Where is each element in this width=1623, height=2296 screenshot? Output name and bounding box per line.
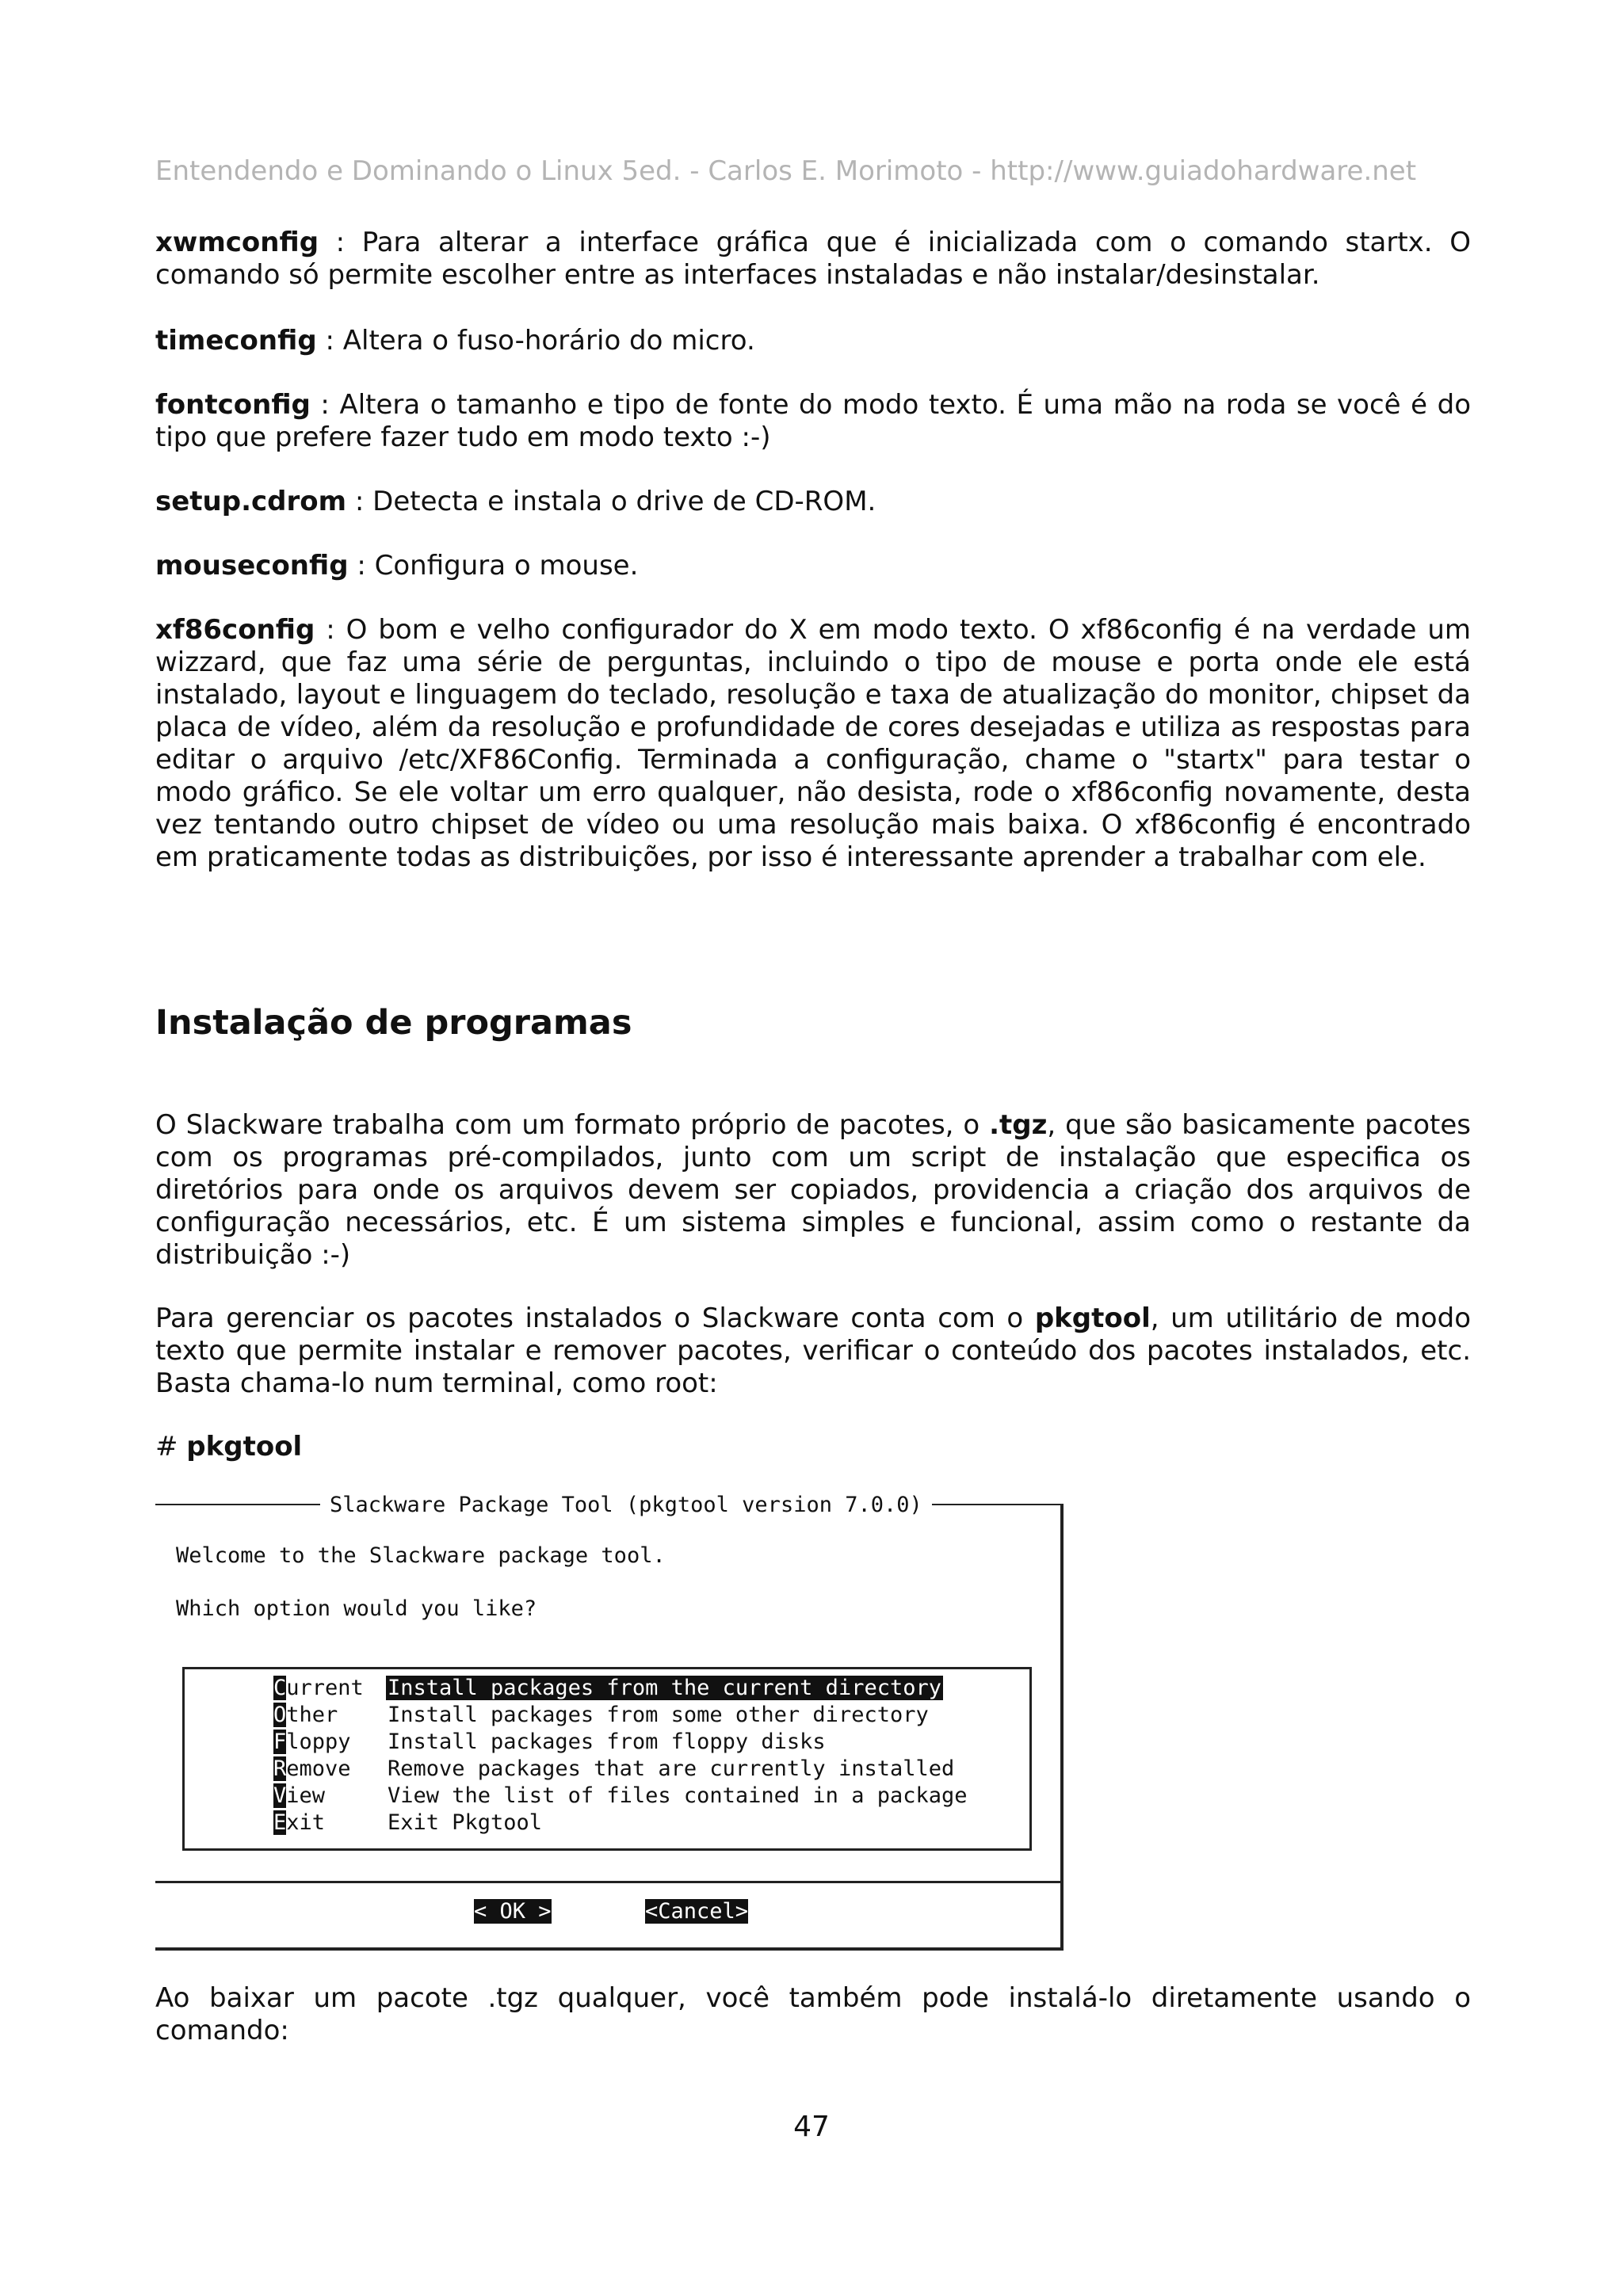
cancel-button[interactable] bbox=[645, 1899, 748, 1924]
menu-item-key bbox=[273, 1810, 325, 1835]
paragraph-tgz bbox=[155, 1109, 1471, 1272]
menu-item-description: View the list of files contained in a package bbox=[388, 1783, 968, 1808]
button-separator bbox=[155, 1881, 1060, 1883]
menu-item-key bbox=[273, 1756, 351, 1781]
definition-separator: : bbox=[315, 614, 346, 646]
menu-hotkey: C bbox=[273, 1676, 287, 1700]
definition-text: O bom e velho configurador do X em modo texto. O xf86config é na verdade um wizzard, que faz uma série de perguntas, incluindo o tipo de mouse e porta onde ele está instalado, layout e linguagem do teclado, resolução e taxa de atualização do monitor, chipset da placa de vídeo, além da resolução e profundidade de cores desejadas e utiliza as respostas para editar o arquivo /etc/XF86Config. Terminada a configuração, chame o "startx" para testar o modo gráfico. Se ele voltar um erro qualquer, não desista, rode o xf86config novamente, desta vez tentando outro chipset de vídeo ou uma resolução mais baixa. O xf86config é encontrado em praticamente todas as distribuições, por isso é interessante aprender a trabalhar com ele. bbox=[155, 614, 1471, 873]
definition-text: Altera o fuso-horário do micro. bbox=[342, 325, 755, 357]
paragraph-text: , um utilitário de modo texto que permite instalar e remover pacotes, verificar o conteúdo dos pacotes instalados, etc. Basta chama-lo num terminal, como root: bbox=[155, 1302, 1471, 1399]
definition-separator: : bbox=[319, 227, 362, 258]
definition-xf86config bbox=[155, 614, 1471, 874]
definition-term: xwmconfig bbox=[155, 227, 319, 258]
command-line bbox=[155, 1431, 302, 1463]
definition-timeconfig bbox=[155, 325, 1471, 357]
definition-fontconfig bbox=[155, 389, 1471, 454]
menu-item-description: Remove packages that are currently installed bbox=[388, 1756, 955, 1781]
menu-item-key bbox=[273, 1703, 338, 1727]
menu-item-key bbox=[273, 1783, 325, 1808]
menu-key-rest: iew bbox=[286, 1783, 326, 1808]
definition-term: setup.cdrom bbox=[155, 486, 347, 517]
definition-separator: : bbox=[310, 389, 340, 421]
menu-key-rest: ther bbox=[286, 1703, 338, 1727]
definition-xwmconfig bbox=[155, 227, 1471, 292]
menu-key-rest: loppy bbox=[286, 1730, 351, 1754]
running-header: Entendendo e Dominando o Linux 5ed. - Carlos E. Morimoto - http://www.guiadohardware.net bbox=[155, 155, 1417, 187]
definition-term: xf86config bbox=[155, 614, 315, 646]
definition-text: Para alterar a interface gráfica que é inicializada com o comando startx. O comando só permite escolher entre as interfaces instaladas e não instalar/desinstalar. bbox=[155, 227, 1471, 291]
page-number: 47 bbox=[793, 2111, 830, 2143]
menu-key-rest: xit bbox=[286, 1810, 326, 1835]
paragraph-install-tgz: Ao baixar um pacote .tgz qualquer, você também pode instalá-lo diretamente usando o comando: bbox=[155, 1982, 1471, 2046]
command-prompt: # bbox=[155, 1431, 187, 1463]
paragraph-bold: pkgtool bbox=[1034, 1302, 1151, 1334]
menu-item-key bbox=[273, 1730, 351, 1754]
definition-term: timeconfig bbox=[155, 325, 317, 357]
menu-hotkey: F bbox=[273, 1730, 287, 1754]
definition-separator: : bbox=[316, 325, 343, 357]
definition-text: Altera o tamanho e tipo de fonte do modo texto. É uma mão na roda se você é do tipo que prefere fazer tudo em modo texto :-) bbox=[155, 389, 1471, 453]
definition-mouseconfig bbox=[155, 550, 1471, 582]
menu-list bbox=[182, 1667, 1032, 1851]
welcome-text: Welcome to the Slackware package tool. bbox=[176, 1543, 666, 1568]
paragraph-text: , que são basicamente pacotes com os programas pré-compilados, junto com um script de instalação que especifica os diretórios para onde os arquivos devem ser copiados, providencia a criação dos arquivos de configuração necessários, etc. É um sistema simples e funcional, assim como o restante da distribuição :-) bbox=[155, 1109, 1471, 1271]
definition-separator: : bbox=[346, 486, 373, 517]
definition-term: fontconfig bbox=[155, 389, 311, 421]
paragraph-text: Para gerenciar os pacotes instalados o Slackware conta com o bbox=[155, 1302, 1035, 1334]
paragraph-text: O Slackware trabalha com um formato próprio de pacotes, o bbox=[155, 1109, 990, 1141]
cancel-button-label: <Cancel> bbox=[645, 1899, 749, 1924]
menu-hotkey: V bbox=[273, 1783, 287, 1808]
menu-item-description: Install packages from the current directory bbox=[388, 1676, 941, 1700]
menu-key-rest: emove bbox=[286, 1756, 351, 1781]
menu-hotkey: R bbox=[273, 1756, 287, 1781]
definition-text: Detecta e instala o drive de CD-ROM. bbox=[372, 486, 876, 517]
menu-key-rest: urrent bbox=[286, 1676, 364, 1700]
ok-button[interactable] bbox=[474, 1899, 552, 1924]
section-title: Instalação de programas bbox=[155, 1003, 632, 1043]
pkgtool-terminal-screenshot bbox=[155, 1493, 1065, 1951]
paragraph-pkgtool bbox=[155, 1302, 1471, 1400]
menu-hotkey: E bbox=[273, 1810, 287, 1835]
ok-button-label: < OK > bbox=[474, 1899, 552, 1924]
definition-separator: : bbox=[348, 550, 375, 582]
dialog-title: Slackware Package Tool (pkgtool version 7.0.0) bbox=[320, 1493, 932, 1517]
menu-item-key bbox=[273, 1676, 364, 1700]
command-name: pkgtool bbox=[186, 1431, 303, 1463]
question-text: Which option would you like? bbox=[176, 1596, 537, 1621]
menu-item-description: Install packages from some other directory bbox=[388, 1703, 929, 1727]
definition-setup-cdrom bbox=[155, 486, 1471, 518]
paragraph-bold: .tgz bbox=[989, 1109, 1048, 1141]
menu-hotkey: O bbox=[273, 1703, 287, 1727]
definition-text: Configura o mouse. bbox=[374, 550, 639, 582]
definition-term: mouseconfig bbox=[155, 550, 349, 582]
menu-item-description: Install packages from floppy disks bbox=[388, 1730, 826, 1754]
menu-item-description: Exit Pkgtool bbox=[388, 1810, 543, 1835]
